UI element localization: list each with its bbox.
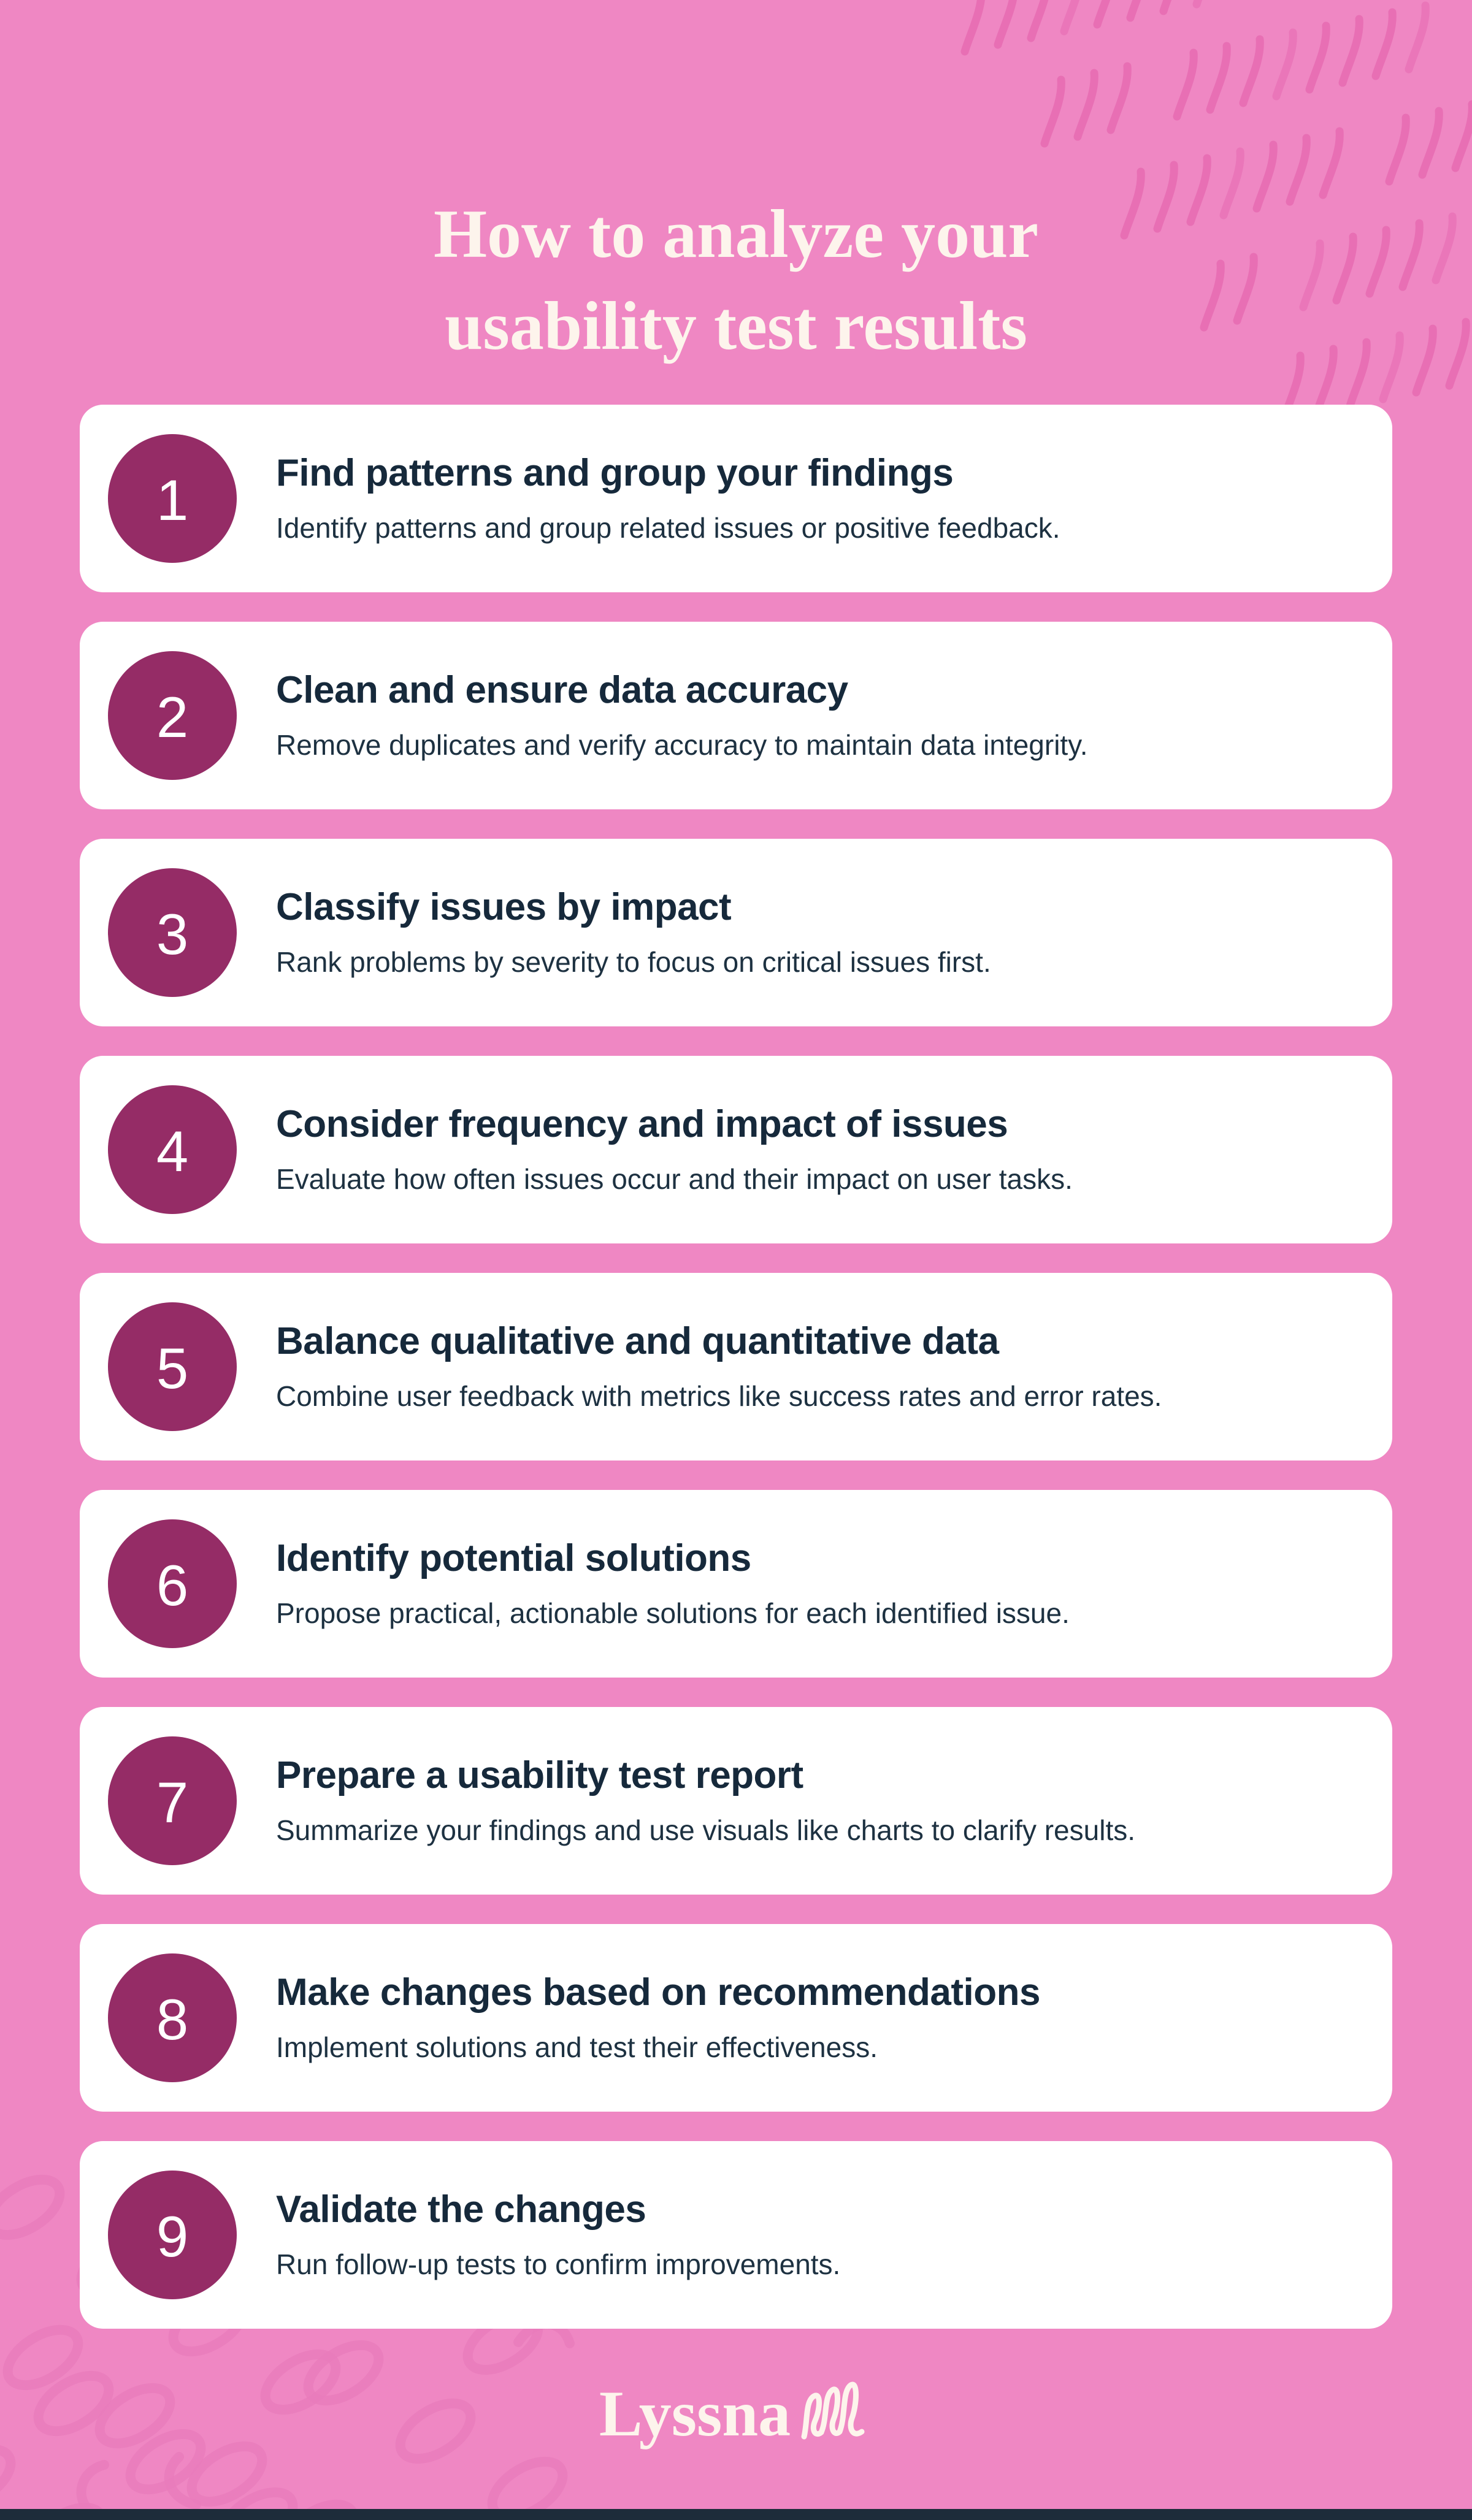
step-card bbox=[80, 2141, 1392, 2329]
bottom-bar bbox=[0, 2509, 1472, 2520]
step-title: Identify potential solutions bbox=[276, 1537, 751, 1579]
step-number: 8 bbox=[156, 1987, 189, 2052]
step-text bbox=[276, 885, 991, 980]
step-text bbox=[276, 1971, 1040, 2066]
step-description: Summarize your findings and use visuals like charts to clarify results. bbox=[276, 1814, 1136, 1846]
step-card bbox=[80, 1490, 1392, 1678]
step-number-badge bbox=[108, 2171, 237, 2299]
step-number-badge bbox=[108, 1953, 237, 2082]
step-title: Clean and ensure data accuracy bbox=[276, 668, 848, 711]
step-number: 5 bbox=[156, 1336, 189, 1400]
step-title: Validate the changes bbox=[276, 2188, 646, 2231]
step-number-badge bbox=[108, 651, 237, 780]
step-text bbox=[276, 451, 1060, 546]
step-description: Evaluate how often issues occur and their impact on user tasks. bbox=[276, 1163, 1073, 1195]
step-description: Remove duplicates and verify accuracy to maintain data integrity. bbox=[276, 728, 1088, 761]
step-card bbox=[80, 1924, 1392, 2112]
step-text bbox=[276, 1319, 1162, 1415]
step-number: 7 bbox=[156, 1770, 189, 1835]
step-title: Make changes based on recommendations bbox=[276, 1971, 1040, 2014]
step-description: Propose practical, actionable solutions for each identified issue. bbox=[276, 1597, 1070, 1629]
step-card bbox=[80, 1056, 1392, 1243]
step-title: Classify issues by impact bbox=[276, 885, 732, 928]
step-card bbox=[80, 1707, 1392, 1895]
step-number: 4 bbox=[156, 1119, 189, 1183]
step-number-badge bbox=[108, 1085, 237, 1214]
step-number: 9 bbox=[156, 2204, 189, 2269]
step-number: 1 bbox=[156, 468, 189, 532]
step-description: Rank problems by severity to focus on critical issues first. bbox=[276, 945, 991, 978]
step-text bbox=[276, 2188, 840, 2283]
step-text bbox=[276, 668, 1088, 763]
step-text bbox=[276, 1754, 1135, 1849]
step-number-badge bbox=[108, 868, 237, 997]
step-title: Find patterns and group your findings bbox=[276, 451, 954, 494]
step-card bbox=[80, 839, 1392, 1026]
step-title: Consider frequency and impact of issues bbox=[276, 1102, 1008, 1145]
lyssna-logo-squiggle-icon bbox=[798, 2377, 873, 2444]
step-text bbox=[276, 1537, 1070, 1632]
lyssna-logo-text: Lyssna bbox=[599, 2378, 791, 2449]
step-description: Combine user feedback with metrics like success rates and error rates. bbox=[276, 1380, 1162, 1412]
footer-logo bbox=[0, 2377, 1472, 2449]
step-title: Prepare a usability test report bbox=[276, 1754, 803, 1796]
step-card bbox=[80, 1273, 1392, 1460]
page-title-line1: How to analyze your bbox=[433, 196, 1039, 273]
step-title: Balance qualitative and quantitative data bbox=[276, 1319, 999, 1362]
page-title bbox=[0, 188, 1472, 372]
step-number: 2 bbox=[156, 685, 189, 749]
step-description: Identify patterns and group related issues or positive feedback. bbox=[276, 511, 1060, 544]
step-number-badge bbox=[108, 1302, 237, 1431]
steps-list bbox=[80, 405, 1392, 2329]
step-description: Run follow-up tests to confirm improvements. bbox=[276, 2248, 841, 2280]
step-card bbox=[80, 405, 1392, 592]
step-number: 3 bbox=[156, 902, 189, 966]
step-number-badge bbox=[108, 434, 237, 563]
step-number: 6 bbox=[156, 1553, 189, 1617]
step-number-badge bbox=[108, 1519, 237, 1648]
step-text bbox=[276, 1102, 1073, 1197]
step-description: Implement solutions and test their effectiveness. bbox=[276, 2031, 878, 2063]
step-number-badge bbox=[108, 1736, 237, 1865]
page-title-line2: usability test results bbox=[445, 288, 1027, 365]
step-card bbox=[80, 622, 1392, 809]
